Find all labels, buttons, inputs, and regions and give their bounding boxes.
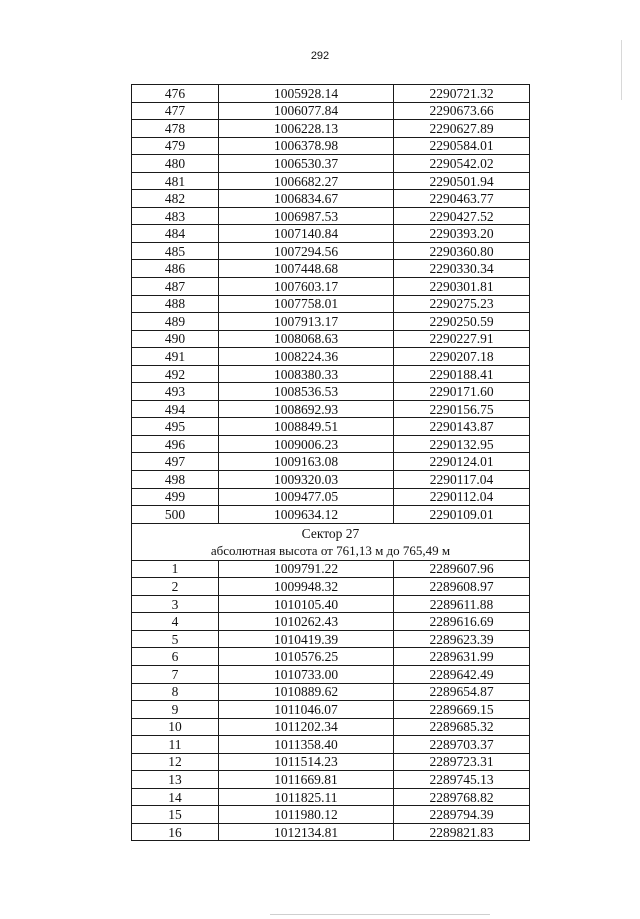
table-row: [132, 823, 530, 841]
table-row: [132, 172, 530, 190]
x-coordinate-cell: 1008068.63: [219, 330, 394, 348]
point-number-cell: 490: [132, 330, 219, 348]
table-row: [132, 260, 530, 278]
point-number-cell: 493: [132, 383, 219, 401]
point-number-cell: 3: [132, 595, 219, 613]
x-coordinate-cell: 1009634.12: [219, 506, 394, 524]
x-coordinate-cell: 1008692.93: [219, 400, 394, 418]
y-coordinate-cell: 2289616.69: [394, 613, 530, 631]
table-row: [132, 560, 530, 578]
sector-header-row: [132, 523, 530, 560]
y-coordinate-cell: 2289703.37: [394, 736, 530, 754]
table-row: [132, 788, 530, 806]
y-coordinate-cell: 2289794.39: [394, 806, 530, 824]
table-row: [132, 718, 530, 736]
table-row: [132, 383, 530, 401]
y-coordinate-cell: 2289669.15: [394, 701, 530, 719]
x-coordinate-cell: 1011669.81: [219, 771, 394, 789]
table-row: [132, 506, 530, 524]
point-number-cell: 489: [132, 313, 219, 331]
x-coordinate-cell: 1010105.40: [219, 595, 394, 613]
y-coordinate-cell: 2289821.83: [394, 823, 530, 841]
y-coordinate-cell: 2290207.18: [394, 348, 530, 366]
table-row: [132, 683, 530, 701]
y-coordinate-cell: 2289723.31: [394, 753, 530, 771]
y-coordinate-cell: 2290393.20: [394, 225, 530, 243]
point-number-cell: 488: [132, 295, 219, 313]
table-row: [132, 753, 530, 771]
y-coordinate-cell: 2290117.04: [394, 471, 530, 489]
point-number-cell: 495: [132, 418, 219, 436]
point-number-cell: 482: [132, 190, 219, 208]
y-coordinate-cell: 2290360.80: [394, 242, 530, 260]
x-coordinate-cell: 1010733.00: [219, 665, 394, 683]
table-section-before-sector: [132, 85, 530, 524]
x-coordinate-cell: 1011980.12: [219, 806, 394, 824]
x-coordinate-cell: 1006077.84: [219, 102, 394, 120]
table-row: [132, 137, 530, 155]
x-coordinate-cell: 1006378.98: [219, 137, 394, 155]
point-number-cell: 487: [132, 278, 219, 296]
y-coordinate-cell: 2290171.60: [394, 383, 530, 401]
x-coordinate-cell: 1009791.22: [219, 560, 394, 578]
sector-elevation-range: абсолютная высота от 761,13 м до 765,49 м: [210, 542, 451, 558]
point-number-cell: 11: [132, 736, 219, 754]
y-coordinate-cell: 2290188.41: [394, 365, 530, 383]
y-coordinate-cell: 2290463.77: [394, 190, 530, 208]
table-row: [132, 400, 530, 418]
y-coordinate-cell: 2290501.94: [394, 172, 530, 190]
x-coordinate-cell: 1009006.23: [219, 435, 394, 453]
sector-header-cell: [132, 523, 530, 560]
point-number-cell: 491: [132, 348, 219, 366]
point-number-cell: 6: [132, 648, 219, 666]
table-row: [132, 665, 530, 683]
table-row: [132, 295, 530, 313]
y-coordinate-cell: 2289608.97: [394, 578, 530, 596]
table-row: [132, 313, 530, 331]
y-coordinate-cell: 2289623.39: [394, 630, 530, 648]
table-row: [132, 736, 530, 754]
y-coordinate-cell: 2290250.59: [394, 313, 530, 331]
x-coordinate-cell: 1007448.68: [219, 260, 394, 278]
point-number-cell: 481: [132, 172, 219, 190]
point-number-cell: 498: [132, 471, 219, 489]
point-number-cell: 8: [132, 683, 219, 701]
table-row: [132, 453, 530, 471]
y-coordinate-cell: 2290227.91: [394, 330, 530, 348]
point-number-cell: 478: [132, 120, 219, 138]
x-coordinate-cell: 1005928.14: [219, 85, 394, 103]
point-number-cell: 9: [132, 701, 219, 719]
y-coordinate-cell: 2290275.23: [394, 295, 530, 313]
point-number-cell: 484: [132, 225, 219, 243]
table-row: [132, 471, 530, 489]
point-number-cell: 483: [132, 207, 219, 225]
point-number-cell: 10: [132, 718, 219, 736]
table-row: [132, 207, 530, 225]
table-row: [132, 648, 530, 666]
page-number: 292: [310, 50, 330, 62]
x-coordinate-cell: 1008536.53: [219, 383, 394, 401]
scan-bottom-mark: [270, 914, 490, 915]
y-coordinate-cell: 2289611.88: [394, 595, 530, 613]
point-number-cell: 496: [132, 435, 219, 453]
x-coordinate-cell: 1011358.40: [219, 736, 394, 754]
y-coordinate-cell: 2290143.87: [394, 418, 530, 436]
x-coordinate-cell: 1008224.36: [219, 348, 394, 366]
x-coordinate-cell: 1011825.11: [219, 788, 394, 806]
x-coordinate-cell: 1008849.51: [219, 418, 394, 436]
point-number-cell: 486: [132, 260, 219, 278]
table-row: [132, 595, 530, 613]
x-coordinate-cell: 1007294.56: [219, 242, 394, 260]
point-number-cell: 499: [132, 488, 219, 506]
y-coordinate-cell: 2289607.96: [394, 560, 530, 578]
table-row: [132, 806, 530, 824]
y-coordinate-cell: 2290627.89: [394, 120, 530, 138]
table-row: [132, 242, 530, 260]
y-coordinate-cell: 2290109.01: [394, 506, 530, 524]
y-coordinate-cell: 2290301.81: [394, 278, 530, 296]
y-coordinate-cell: 2289642.49: [394, 665, 530, 683]
x-coordinate-cell: 1007758.01: [219, 295, 394, 313]
table-row: [132, 278, 530, 296]
table-row: [132, 418, 530, 436]
table-row: [132, 701, 530, 719]
table-row: [132, 102, 530, 120]
table-row: [132, 435, 530, 453]
point-number-cell: 14: [132, 788, 219, 806]
y-coordinate-cell: 2290584.01: [394, 137, 530, 155]
point-number-cell: 497: [132, 453, 219, 471]
table-row: [132, 85, 530, 103]
point-number-cell: 7: [132, 665, 219, 683]
y-coordinate-cell: 2290542.02: [394, 155, 530, 173]
y-coordinate-cell: 2290427.52: [394, 207, 530, 225]
table-row: [132, 630, 530, 648]
point-number-cell: 13: [132, 771, 219, 789]
x-coordinate-cell: 1007140.84: [219, 225, 394, 243]
x-coordinate-cell: 1006987.53: [219, 207, 394, 225]
point-number-cell: 4: [132, 613, 219, 631]
sector-title: Сектор 27: [301, 525, 360, 541]
x-coordinate-cell: 1006682.27: [219, 172, 394, 190]
x-coordinate-cell: 1006228.13: [219, 120, 394, 138]
table-row: [132, 155, 530, 173]
y-coordinate-cell: 2289685.32: [394, 718, 530, 736]
point-number-cell: 480: [132, 155, 219, 173]
x-coordinate-cell: 1010262.43: [219, 613, 394, 631]
y-coordinate-cell: 2290330.34: [394, 260, 530, 278]
table-row: [132, 613, 530, 631]
y-coordinate-cell: 2290132.95: [394, 435, 530, 453]
point-number-cell: 1: [132, 560, 219, 578]
x-coordinate-cell: 1011046.07: [219, 701, 394, 719]
point-number-cell: 12: [132, 753, 219, 771]
table-row: [132, 330, 530, 348]
x-coordinate-cell: 1011514.23: [219, 753, 394, 771]
table-row: [132, 488, 530, 506]
table-row: [132, 771, 530, 789]
point-number-cell: 5: [132, 630, 219, 648]
sector-header-section: [132, 523, 530, 560]
x-coordinate-cell: 1010889.62: [219, 683, 394, 701]
x-coordinate-cell: 1007603.17: [219, 278, 394, 296]
y-coordinate-cell: 2289745.13: [394, 771, 530, 789]
point-number-cell: 15: [132, 806, 219, 824]
x-coordinate-cell: 1009477.05: [219, 488, 394, 506]
y-coordinate-cell: 2290112.04: [394, 488, 530, 506]
x-coordinate-cell: 1011202.34: [219, 718, 394, 736]
table-row: [132, 225, 530, 243]
table-row: [132, 578, 530, 596]
y-coordinate-cell: 2290124.01: [394, 453, 530, 471]
point-number-cell: 485: [132, 242, 219, 260]
y-coordinate-cell: 2290673.66: [394, 102, 530, 120]
table-row: [132, 120, 530, 138]
x-coordinate-cell: 1008380.33: [219, 365, 394, 383]
y-coordinate-cell: 2290156.75: [394, 400, 530, 418]
coordinates-table: [131, 84, 530, 841]
table-row: [132, 348, 530, 366]
table-row: [132, 190, 530, 208]
point-number-cell: 494: [132, 400, 219, 418]
x-coordinate-cell: 1006530.37: [219, 155, 394, 173]
point-number-cell: 500: [132, 506, 219, 524]
table-row: [132, 365, 530, 383]
y-coordinate-cell: 2289654.87: [394, 683, 530, 701]
x-coordinate-cell: 1006834.67: [219, 190, 394, 208]
x-coordinate-cell: 1010419.39: [219, 630, 394, 648]
x-coordinate-cell: 1012134.81: [219, 823, 394, 841]
y-coordinate-cell: 2289768.82: [394, 788, 530, 806]
point-number-cell: 16: [132, 823, 219, 841]
table-section-sector-27: [132, 560, 530, 841]
point-number-cell: 2: [132, 578, 219, 596]
y-coordinate-cell: 2290721.32: [394, 85, 530, 103]
point-number-cell: 479: [132, 137, 219, 155]
x-coordinate-cell: 1009320.03: [219, 471, 394, 489]
scan-edge-mark: [621, 40, 622, 100]
point-number-cell: 476: [132, 85, 219, 103]
point-number-cell: 492: [132, 365, 219, 383]
x-coordinate-cell: 1007913.17: [219, 313, 394, 331]
point-number-cell: 477: [132, 102, 219, 120]
x-coordinate-cell: 1009163.08: [219, 453, 394, 471]
x-coordinate-cell: 1010576.25: [219, 648, 394, 666]
y-coordinate-cell: 2289631.99: [394, 648, 530, 666]
x-coordinate-cell: 1009948.32: [219, 578, 394, 596]
